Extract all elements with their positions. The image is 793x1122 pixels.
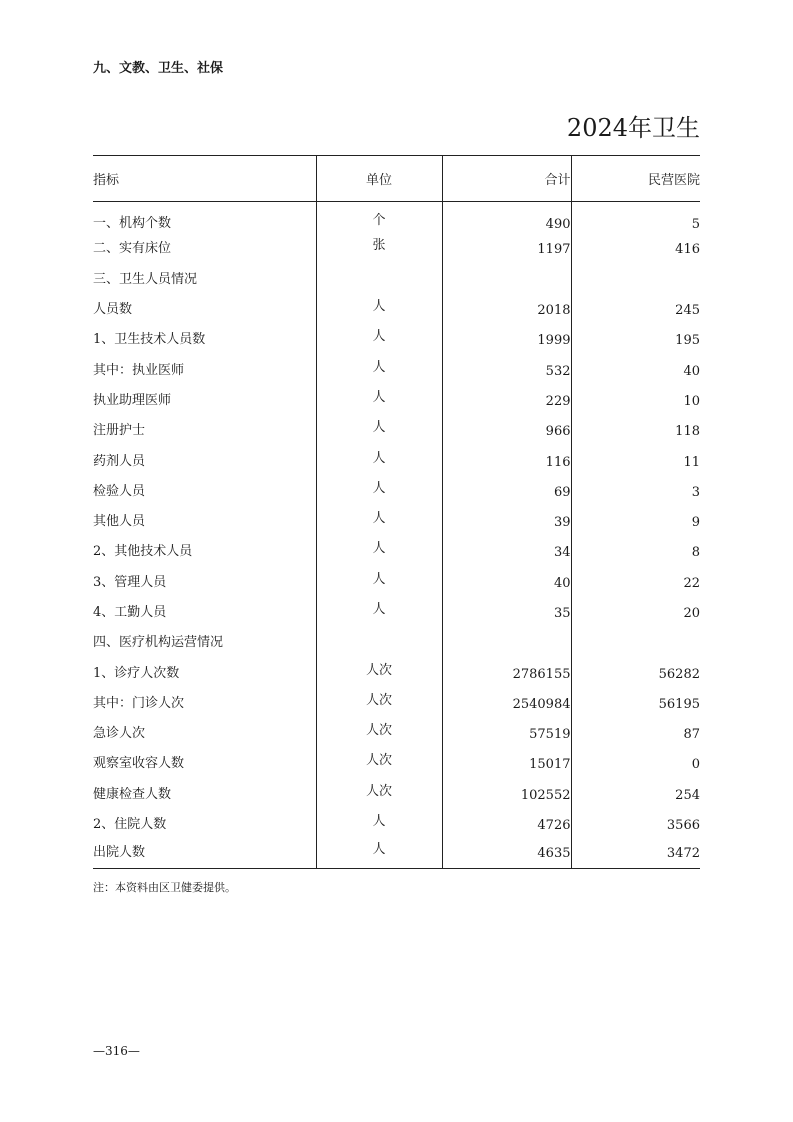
row-indicator: 其中：执业医师: [93, 362, 185, 378]
row-unit: 人: [316, 501, 442, 531]
row-private-hospital: 40: [571, 356, 700, 386]
row-total: 532: [442, 356, 571, 386]
row-total: 69: [442, 477, 571, 507]
row-unit: 人: [316, 592, 442, 622]
row-indicator: 人员数: [93, 302, 133, 318]
row-unit: 人次: [316, 774, 442, 804]
row-indicator: 急诊人次: [93, 726, 146, 742]
row-total: 1999: [442, 326, 571, 356]
table-row: [93, 504, 700, 534]
row-private-hospital: 118: [571, 417, 700, 447]
health-statistics-table: [93, 155, 700, 869]
row-total: 40: [442, 568, 571, 598]
row-indicator: 二、实有床位: [93, 241, 172, 257]
row-private-hospital: 0: [571, 750, 700, 780]
row-total: 4726: [442, 810, 571, 840]
row-total: 490: [442, 205, 571, 235]
table-row: [93, 686, 700, 716]
row-private-hospital: 20: [571, 598, 700, 628]
row-indicator: 执业助理医师: [93, 392, 172, 408]
row-indicator: 4、工勤人员: [93, 605, 167, 620]
row-private-hospital: 3566: [571, 810, 700, 840]
table-row: [93, 232, 700, 262]
row-indicator: 检验人员: [93, 483, 146, 499]
column-header-unit: 单位: [316, 156, 442, 202]
row-private-hospital: 416: [571, 235, 700, 265]
row-unit: 人: [316, 411, 442, 441]
row-unit: 人: [316, 350, 442, 380]
table-body: [93, 202, 700, 869]
row-total: 57519: [442, 720, 571, 750]
row-unit: 人: [316, 380, 442, 410]
row-private-hospital: 245: [571, 295, 700, 325]
row-indicator: 出院人数: [93, 838, 316, 868]
row-unit: 人: [316, 562, 442, 592]
row-indicator: 1、卫生技术人员数: [93, 332, 206, 348]
table-row: [93, 323, 700, 353]
row-unit: 人: [316, 804, 442, 834]
row-private-hospital: 11: [571, 447, 700, 477]
row-total: 15017: [442, 750, 571, 780]
row-indicator: 四、医疗机构运营情况: [93, 635, 224, 651]
table-row: [93, 747, 700, 777]
row-unit: 人: [316, 320, 442, 350]
table-title: 2024年卫生: [566, 114, 700, 142]
row-indicator: 其中：门诊人次: [93, 695, 185, 711]
table-row: [93, 414, 700, 444]
table-row: [93, 777, 700, 807]
row-total: [442, 265, 571, 295]
table-header-row: [93, 156, 700, 202]
row-indicator: 1、诊疗人次数: [93, 665, 180, 681]
row-indicator: 药剂人员: [93, 453, 146, 469]
row-private-hospital: 10: [571, 386, 700, 416]
row-indicator: 其他人员: [93, 514, 146, 530]
row-total: 34: [442, 538, 571, 568]
row-total: [442, 629, 571, 659]
table-row: [93, 656, 700, 686]
row-unit: 人次: [316, 683, 442, 713]
row-total: 102552: [442, 780, 571, 810]
table-row: [93, 626, 700, 656]
row-indicator: 健康检查人数: [93, 786, 172, 802]
row-private-hospital: 9: [571, 507, 700, 537]
table-row: [93, 383, 700, 413]
row-unit: 人: [316, 835, 442, 865]
row-private-hospital: 5: [571, 205, 700, 235]
table-row: [93, 807, 700, 837]
row-unit: 人: [316, 289, 442, 319]
row-unit: 人: [316, 441, 442, 471]
table-row: [93, 262, 700, 292]
row-private-hospital: [571, 265, 700, 295]
row-unit: 张: [316, 229, 442, 259]
row-unit: 人次: [316, 653, 442, 683]
row-private-hospital: 254: [571, 780, 700, 810]
row-unit: 人次: [316, 744, 442, 774]
row-total: 2540984: [442, 689, 571, 719]
row-private-hospital: 195: [571, 326, 700, 356]
column-header-total: 合计: [442, 156, 571, 202]
row-indicator: 一、机构个数: [93, 216, 172, 232]
row-total: 1197: [442, 235, 571, 265]
row-total: 116: [442, 447, 571, 477]
row-private-hospital: 56282: [571, 659, 700, 689]
table-row: [93, 717, 700, 747]
row-total: 966: [442, 417, 571, 447]
row-total: 39: [442, 507, 571, 537]
row-indicator: 3、管理人员: [93, 574, 167, 590]
row-private-hospital: 3472: [571, 841, 700, 871]
page-number: —316—: [93, 1044, 140, 1058]
row-indicator: 2、其他技术人员: [93, 544, 193, 560]
row-private-hospital: 3: [571, 477, 700, 507]
row-unit: 人: [316, 471, 442, 501]
row-indicator: 注册护士: [93, 423, 146, 439]
column-header-indicator: 指标: [93, 156, 316, 202]
row-private-hospital: 22: [571, 568, 700, 598]
table-row: [93, 292, 700, 322]
row-total: 2018: [442, 295, 571, 325]
row-private-hospital: [571, 629, 700, 659]
row-unit: [316, 259, 442, 289]
row-private-hospital: 56195: [571, 689, 700, 719]
table-row: [93, 474, 700, 504]
table-row: [93, 535, 700, 565]
row-private-hospital: 87: [571, 720, 700, 750]
footnote: 注：本资料由区卫健委提供。: [93, 881, 236, 894]
row-unit: 个: [316, 199, 442, 229]
table-row: [93, 353, 700, 383]
section-header: 九、文教、卫生、社保: [93, 61, 224, 76]
row-indicator: 2、住院人数: [93, 817, 167, 833]
row-unit: 人: [316, 532, 442, 562]
row-private-hospital: 8: [571, 538, 700, 568]
row-total: 4635: [442, 841, 571, 871]
row-unit: 人次: [316, 714, 442, 744]
row-unit: [316, 623, 442, 653]
row-total: 35: [442, 598, 571, 628]
row-total: 229: [442, 386, 571, 416]
row-indicator: 三、卫生人员情况: [93, 271, 198, 287]
row-total: 2786155: [442, 659, 571, 689]
table-row: [93, 444, 700, 474]
table-row: [93, 595, 700, 625]
column-header-private-hospital: 民营医院: [571, 156, 700, 202]
table-row: [93, 565, 700, 595]
table-row: [93, 202, 700, 232]
table-row: [93, 838, 700, 868]
row-indicator: 观察室收容人数: [93, 756, 185, 772]
